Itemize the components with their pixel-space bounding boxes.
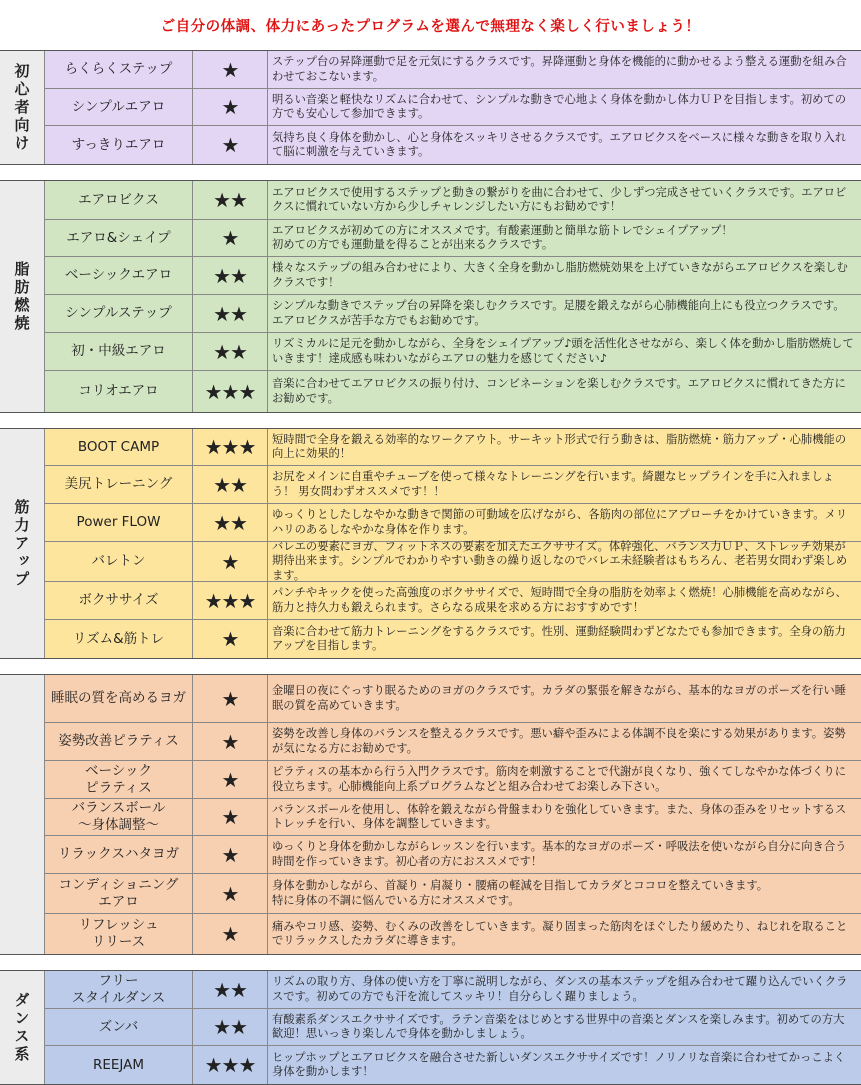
intensity-stars: ★★ [193, 295, 268, 332]
program-row [45, 971, 861, 1009]
program-description [268, 181, 861, 219]
program-description-text: シンプルな動きでステップ台の昇降を楽しむクラスです。足腰を鍛えながら心肺機能向上にも役立つクラスです。エアロビクスが苦手な方でもお勧めです。 [272, 299, 845, 327]
group-label-dance: ダンス系 [12, 991, 31, 1064]
program-rows [45, 675, 861, 954]
group-label-strength: 筋力アップ [12, 498, 31, 589]
program-description [268, 51, 861, 88]
program-description-text: 音楽に合わせて筋力トレーニングをするクラスです。性別、運動経験問わずどなたでも参加できます。全身の筋力アップを目指します。 [272, 624, 846, 652]
intensity-stars: ★★ [193, 333, 268, 370]
program-description [268, 295, 861, 332]
group-label-cell [0, 181, 45, 412]
program-description [268, 89, 861, 125]
program-description [268, 1046, 861, 1084]
program-description [268, 675, 861, 722]
program-description-text: ゆっくりと身体を動かしながらレッスンを行います。基本的なヨガのポーズ・呼吸法を使いながら自分に向き合う時間を作っていきます。初心者の方におススメです！ [272, 840, 847, 868]
page-title: ご自分の体調、体力にあったプログラムを選んで無理なく楽しく行いましょう！ [160, 18, 701, 35]
intensity-stars: ★★ [193, 1009, 268, 1045]
program-description-text: ステップ台の昇降運動で足を元気にするクラスです。昇降運動と身体を機能的に動かせるよう整える運動を組み合わせておこないます。 [272, 55, 847, 83]
program-description [268, 761, 861, 798]
program-name: リラックスハタヨガ [45, 836, 193, 873]
program-description [268, 371, 861, 412]
program-row [45, 761, 861, 799]
program-description [268, 620, 861, 658]
program-name: 睡眠の質を高めるヨガ [45, 675, 193, 722]
program-row [45, 371, 861, 412]
program-description [268, 257, 861, 294]
program-rows [45, 971, 861, 1084]
program-name: 初・中級エアロ [45, 333, 193, 370]
program-row [45, 836, 861, 874]
intensity-stars: ★★★ [193, 429, 268, 465]
intensity-stars: ★★ [193, 466, 268, 503]
program-description-text: ヒップホップとエアロビクスを融合させた新しいダンスエクササイズです！ノリノリな音楽に合わせてかっこよく身体を動かします！ [272, 1050, 846, 1078]
program-row [45, 295, 861, 333]
program-description-text: パンチやキックを使った高強度のボクササイズで、短時間で全身の脂肪を効率よく燃焼！心肺機能を高めながら、筋力と持久力も鍛えられます。さらなる成果を求める方におすすめです！ [272, 586, 847, 614]
program-name: ボクササイズ [45, 582, 193, 619]
program-description [268, 539, 861, 582]
program-description-text: 明るい音楽と軽快なリズムに合わせて、シンプルな動きで心地よく身体を動かし体力ＵＰを目指します。初めての方でも安心して参加できます。 [272, 92, 847, 120]
intensity-stars: ★ [193, 675, 268, 722]
program-name: らくらくステップ [45, 51, 193, 88]
program-row [45, 1046, 861, 1084]
program-description [268, 874, 861, 913]
program-description-text: 有酸素系ダンスエクササイズです。ラテン音楽をはじめとする世界中の音楽とダンスを楽しみます。初めての方大歓迎！思いっきり楽しんで身体を動かしましょう。 [272, 1012, 845, 1040]
program-name: コンディショニング エアロ [45, 874, 193, 913]
program-name: コリオエアロ [45, 371, 193, 412]
program-row [45, 220, 861, 257]
intensity-stars: ★ [193, 542, 268, 581]
program-description-text: ピラティスの基本から行う入門クラスです。筋肉を刺激することで代謝が良くなり、強くてしなやかな体づくりに役立ちます。心肺機能向上系プログラムなどと組み合わせてお楽しみ下さい。 [272, 765, 846, 793]
intensity-stars: ★ [193, 89, 268, 125]
program-row [45, 582, 861, 620]
program-description-text: 短時間で全身を鍛える効率的なワークアウト。サーキット形式で行う動きは、脂肪燃焼・筋力アップ・心肺機能の向上に効果的！ [272, 432, 847, 460]
program-description [268, 466, 861, 503]
program-group [0, 971, 861, 1085]
group-label-cell [0, 51, 45, 164]
program-group [0, 429, 861, 658]
intensity-stars: ★ [193, 761, 268, 798]
program-name: 姿勢改善ピラティス [45, 723, 193, 760]
program-row [45, 89, 861, 126]
group-label-cell [0, 429, 45, 658]
program-row [45, 675, 861, 723]
group-divider [0, 658, 861, 675]
program-description-text: 気持ち良く身体を動かし、心と身体をスッキリさせるクラスです。エアロビクスをベースに様々な動きを取り入れて脳に刺激を与えていきます。 [272, 130, 847, 158]
program-row [45, 914, 861, 954]
group-label-cell [0, 971, 45, 1084]
intensity-stars: ★★★ [193, 582, 268, 619]
program-row [45, 51, 861, 89]
program-rows [45, 429, 861, 658]
program-row [45, 429, 861, 466]
program-name: バランスボール 〜身体調整〜 [45, 799, 193, 835]
program-name: すっきりエアロ [45, 126, 193, 164]
program-row [45, 257, 861, 295]
group-label-fat-burning: 脂肪燃焼 [12, 260, 31, 333]
program-name: BOOT CAMP [45, 429, 193, 465]
program-name: エアロビクス [45, 181, 193, 219]
program-description [268, 836, 861, 873]
program-description [268, 333, 861, 370]
program-name: 美尻トレーニング [45, 466, 193, 503]
program-rows [45, 181, 861, 412]
intensity-stars: ★ [193, 620, 268, 658]
group-label-beginner: 初心者向け [12, 62, 31, 153]
intensity-stars: ★ [193, 51, 268, 88]
program-row [45, 333, 861, 371]
intensity-stars: ★ [193, 723, 268, 760]
program-description-text: 音楽に合わせてエアロビクスの振り付け、コンビネーションを楽しむクラスです。エアロビクスに慣れてきた方にお勧めです。 [272, 377, 846, 405]
program-description-text: リズミカルに足元を動かしながら、全身をシェイプアップ♪頭を活性化させながら、楽しく体を動かし脂肪燃焼していきます！達成感も味わいながらエアロの魅力を感じてください♪ [272, 337, 854, 365]
program-row [45, 799, 861, 836]
program-description-text: 身体を動かしながら、首凝り・肩凝り・腰痛の軽減を目指してカラダとココロを整えていきます。 特に身体の不調に悩んでいる方にオススメです。 [272, 879, 769, 907]
program-description-text: 金曜日の夜にぐっすり眠るためのヨガのクラスです。カラダの緊張を解きながら、基本的なヨガのポーズを行い睡眠の質を高めていきます。 [272, 684, 846, 712]
program-row [45, 504, 861, 542]
group-divider [0, 164, 861, 181]
program-description-text: お尻をメインに自重やチューブを使って様々なトレーニングを行います。綺麗なヒップラインを手に入れましょう！ 男女問わずオススメです！！ [272, 470, 834, 498]
program-name: シンプルエアロ [45, 89, 193, 125]
intensity-stars: ★★★ [193, 1046, 268, 1084]
intensity-stars: ★ [193, 799, 268, 835]
program-description [268, 582, 861, 619]
program-group [0, 181, 861, 412]
program-name: ベーシック ピラティス [45, 761, 193, 798]
program-description [268, 220, 861, 256]
program-name: Power FLOW [45, 504, 193, 541]
program-description [268, 429, 861, 465]
program-row [45, 126, 861, 164]
program-description-text: エアロビクスで使用するステップと動きの繋がりを曲に合わせて、少しずつ完成させていくクラスです。エアロビクスに慣れていない方から少しチャレンジしたい方にもお勧めです！ [272, 185, 847, 213]
program-name: ベーシックエアロ [45, 257, 193, 294]
program-description-text: バレエの要素にヨガ、フィットネスの要素を加えたエクササイズ。体幹強化、バランス力ＵＰ、ストレッチ効果が期待出来ます。シンプルでわかりやすい動きの繰り返しなのでバレエ未経験者はもちろん、老若男女問わず楽しめます。 [272, 539, 848, 582]
program-row [45, 874, 861, 914]
group-label-cell [0, 675, 45, 954]
program-name: ズンバ [45, 1009, 193, 1045]
program-description [268, 1009, 861, 1045]
program-group [0, 675, 861, 954]
intensity-stars: ★★ [193, 181, 268, 219]
program-description [268, 914, 861, 954]
program-name: シンプルステップ [45, 295, 193, 332]
program-rows [45, 51, 861, 164]
program-table [0, 50, 861, 1078]
program-name: リフレッシュ リリース [45, 914, 193, 954]
program-row [45, 1009, 861, 1046]
program-row [45, 620, 861, 658]
program-row [45, 181, 861, 220]
program-name: リズム&筋トレ [45, 620, 193, 658]
intensity-stars: ★ [193, 914, 268, 954]
program-description-text: リズムの取り方、身体の使い方を丁寧に説明しながら、ダンスの基本ステップを組み合わせて躍り込んでいくクラスです。初めての方でも汗を流してスッキリ！自分らしく躍りましょう。 [272, 975, 848, 1003]
group-divider [0, 954, 861, 971]
group-divider [0, 412, 861, 429]
program-row [45, 466, 861, 504]
program-description [268, 799, 861, 835]
program-description [268, 723, 861, 760]
program-description-text: ゆっくりとしたしなやかな動きで関節の可動域を広げながら、各筋肉の部位にアプローチをかけていきます。メリハリのあるしなやかな身体を作ります。 [272, 508, 848, 536]
program-group [0, 50, 861, 164]
intensity-stars: ★ [193, 220, 268, 256]
program-description [268, 504, 861, 541]
program-description [268, 126, 861, 164]
program-description-text: 痛みやコリ感、姿勢、むくみの改善をしていきます。凝り固まった筋肉をほぐしたり緩めたり、ねじれを取ることでリラックスしたカラダに導きます。 [272, 919, 848, 947]
program-name: バレトン [45, 542, 193, 581]
program-name: エアロ&シェイプ [45, 220, 193, 256]
intensity-stars: ★ [193, 836, 268, 873]
program-description [268, 971, 861, 1008]
intensity-stars: ★★ [193, 504, 268, 541]
intensity-stars: ★ [193, 874, 268, 913]
program-description-text: バランスボールを使用し、体幹を鍛えながら骨盤まわりを強化していきます。また、身体の歪みをリセットするストレッチを行い、身体を調整していきます。 [272, 802, 847, 830]
intensity-stars: ★★ [193, 257, 268, 294]
program-row [45, 723, 861, 761]
intensity-stars: ★★ [193, 971, 268, 1008]
program-name: REEJAM [45, 1046, 193, 1084]
program-row [45, 539, 861, 582]
program-name: フリー スタイルダンス [45, 971, 193, 1008]
program-description-text: 様々なステップの組み合わせにより、大きく全身を動かし脂肪燃焼効果を上げていきながらエアロビクスを楽しむクラスです！ [272, 261, 848, 289]
intensity-stars: ★ [193, 126, 268, 164]
program-description-text: 姿勢を改善し身体のバランスを整えるクラスです。悪い癖や歪みによる体調不良を楽にする効果があります。姿勢が気になる方にお勧めです。 [272, 727, 846, 755]
intensity-stars: ★★★ [193, 371, 268, 412]
program-description-text: エアロビクスが初めての方にオススメです。有酸素運動と簡単な筋トレでシェイプアップ！ 初めての方でも運動量を得ることが出来るクラスです。 [272, 223, 733, 251]
